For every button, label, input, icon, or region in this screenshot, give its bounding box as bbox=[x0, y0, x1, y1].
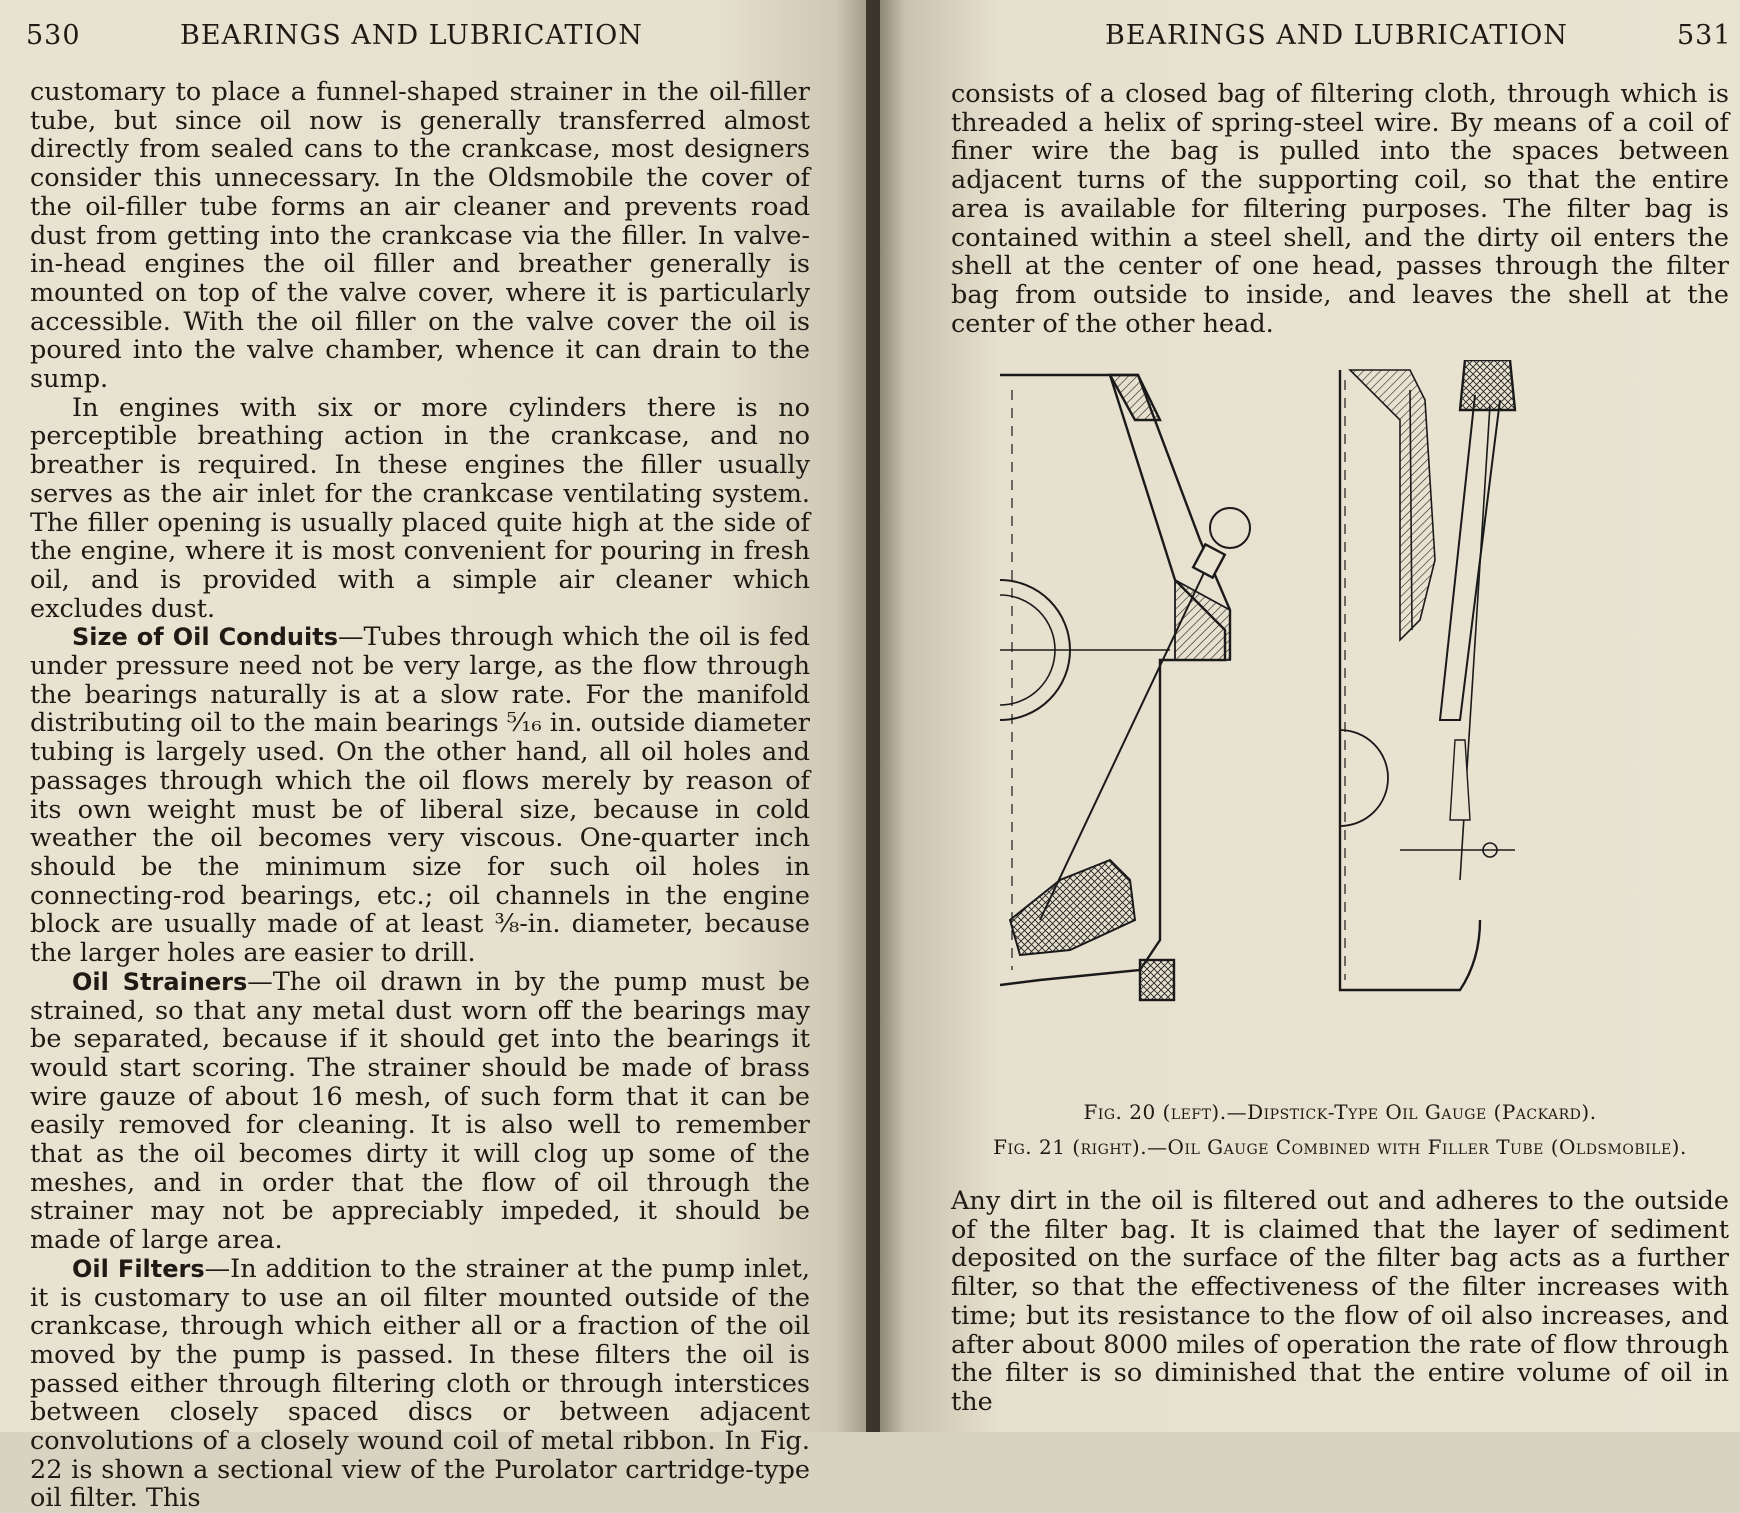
paragraph bbox=[30, 968, 810, 1255]
paragraph: consists of a closed bag of filtering cloth, through which is threaded a helix of spring-steel wire. By means of a coil of finer wire the bag is pulled into the spaces between adjacent turns of the supporting coil, so that the entire area is available for filtering purposes. The filter bag is contained within a steel shell, and the dirty oil enters the shell at the center of one head, passes through the filter bag from outside to inside, and leaves the shell at the center of the other head. bbox=[951, 79, 1729, 339]
paragraph-text: customary to place a funnel-shaped strainer in the oil-filler tube, but since oil now is generally transferred almost directly from sealed cans to the crankcase, most designers consider this unnecessary. In the Oldsmobile the cover of the oil-filler tube forms an air cleaner and prevents road dust from getting into the crankcase via the filler. In valve-in-head engines the oil filler and breather generally is mounted on top of the valve cover, where it is particularly accessible. With the oil filler on the valve cover the oil is poured into the valve chamber, whence it can drain to the sump. bbox=[30, 77, 810, 395]
paragraph-text: —In addition to the strainer at the pump inlet, it is customary to use an oil filter mounted outside of the crankcase, through which either all or a fraction of the oil moved by the pump is passed. In these filters the oil is passed either through filtering cloth or through interstices between closely spaced discs or between adjacent convolutions of a closely wound coil of metal ribbon. In Fig. 22 is shown a sectional view of the Purolator cartridge-type oil filter. This bbox=[30, 1253, 810, 1513]
figure-21-caption: Fig. 21 (right).—Oil Gauge Combined with Filler Tube (Oldsmobile). bbox=[993, 1135, 1687, 1159]
fig20-packard-dipstick bbox=[1000, 375, 1250, 1000]
paragraph-text: —Tubes through which the oil is fed under pressure need not be very large, as the flow through the bearings naturally is at a slow rate. For the manifold distributing oil to the main bearings ⁵⁄₁₆ in. outside diameter tubing is largely used. On the other hand, all oil holes and passages through which the oil flows merely by reason of its own weight must be of liberal size, because in cold weather the oil becomes very viscous. One-quarter inch should be the minimum size for such oil holes in connecting-rod bearings, etc.; oil channels in the engine block are usually made of at least ³⁄₈-in. diameter, because the larger holes are easier to drill. bbox=[30, 622, 811, 969]
run-in-heading: Size of Oil Conduits bbox=[72, 623, 339, 652]
figure-20-21-illustration bbox=[1000, 360, 1680, 1100]
left-body-text bbox=[30, 78, 810, 1513]
page-number: 531 bbox=[1677, 20, 1732, 51]
paragraph-text: —The oil drawn in by the pump must be strained, so that any metal dust worn off the bearings may be separated, because if it should get into the bearings it would start scoring. The strainer should be made of brass wire gauze of about 16 mesh, of such form that it can be easily removed for cleaning. It is also well to remember that as the oil becomes dirty it will clog up some of the meshes, and in order that the flow of oil through the strainer may not be appreciably impeded, it should be made of large area. bbox=[30, 966, 810, 1256]
fig21-oldsmobile-filler bbox=[1340, 360, 1515, 990]
right-page bbox=[880, 0, 1740, 1432]
paragraph bbox=[30, 1255, 810, 1513]
oil-gauge-drawing bbox=[1000, 360, 1680, 1100]
paragraph bbox=[30, 394, 810, 624]
run-in-heading: Oil Strainers bbox=[72, 967, 248, 996]
paragraph-text: In engines with six or more cylinders there is no perceptible breathing action in the crankcase, and no breather is required. In these engines the filler usually serves as the air inlet for the crankcase ventilating system. The filler opening is usually placed quite high at the side of the engine, where it is most convenient for pouring in fresh oil, and is provided with a simple air cleaner which excludes dust. bbox=[30, 392, 810, 624]
page-number: 530 bbox=[26, 20, 81, 51]
figure-20-caption: Fig. 20 (left).—Dipstick-Type Oil Gauge (Packard). bbox=[1083, 1100, 1597, 1124]
running-head: BEARINGS AND LUBRICATION bbox=[180, 20, 643, 51]
right-body-text-top bbox=[951, 80, 1729, 338]
paragraph bbox=[30, 78, 810, 394]
right-body-text-bottom bbox=[951, 1187, 1729, 1417]
paragraph bbox=[30, 623, 810, 967]
run-in-heading: Oil Filters bbox=[72, 1254, 205, 1283]
running-head: BEARINGS AND LUBRICATION bbox=[1105, 20, 1568, 51]
paragraph: Any dirt in the oil is filtered out and adheres to the outside of the filter bag. It is claimed that the layer of sediment deposited on the surface of the filter bag acts as a further filter, so that the effectiveness of the filter increases with time; but its resistance to the flow of oil also increases, and after about 8000 miles of operation the rate of flow through the filter is so diminished that the entire volume of oil in the bbox=[951, 1186, 1729, 1417]
